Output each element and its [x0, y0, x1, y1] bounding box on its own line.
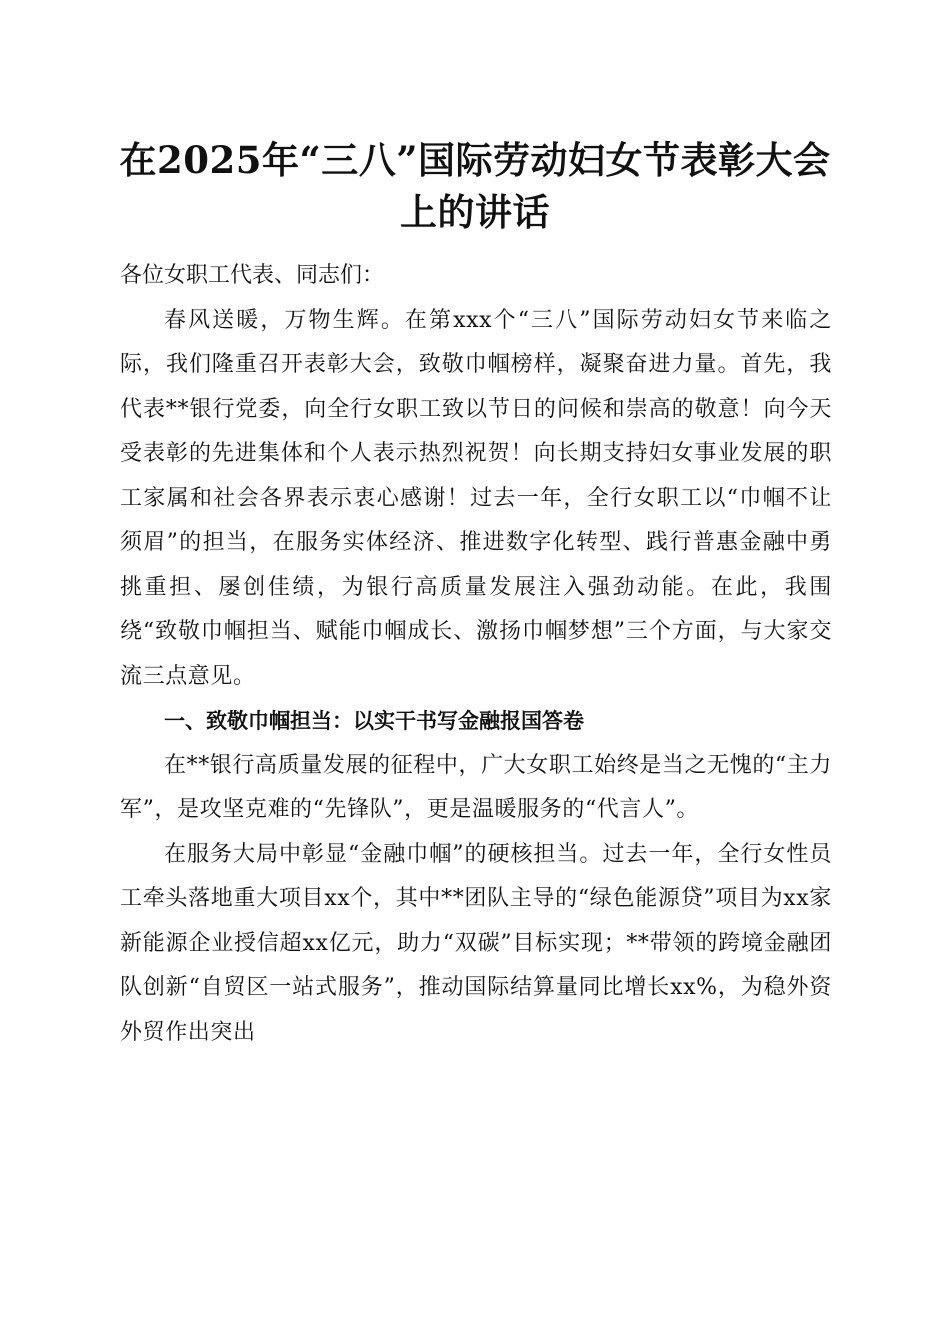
document-body	[120, 254, 832, 1055]
salutation: 各位女职工代表、同志们：	[120, 263, 385, 288]
page-title	[110, 134, 840, 238]
intro-paragraph: 春风送暖，万物生辉。在第xxx个“三八”国际劳动妇女节来临之际，我们隆重召开表彰大会，致敬巾帼榜样，凝聚奋进力量。首先，我代表**银行党委，向全行女职工致以节日的问候和崇高的敬意！向今天受表彰的先进集体和个人表示热烈祝贺！向长期支持妇女事业发展的职工家属和社会各界表示衷心感谢！过去一年，全行女职工以“巾帼不让须眉”的担当，在服务实体经济、推进数字化转型、践行普惠金融中勇挑重担、屡创佳绩，为银行高质量发展注入强劲动能。在此，我围绕“致敬巾帼担当、赋能巾帼成长、激扬巾帼梦想”三个方面，与大家交流三点意见。	[120, 307, 832, 689]
title-line-2: 上的讲话	[400, 190, 550, 234]
title-line-1: 在2025年“三八”国际劳动妇女节表彰大会	[119, 138, 831, 182]
section-heading: 一、致敬巾帼担当：以实干书写金融报国答卷	[164, 709, 584, 733]
section-paragraph: 在**银行高质量发展的征程中，广大女职工始终是当之无愧的“主力军”，是攻坚克难的“先锋队”，更是温暖服务的“代言人”。	[120, 752, 832, 822]
section-paragraph: 在服务大局中彰显“金融巾帼”的硬核担当。过去一年，全行女性员工牵头落地重大项目xx个，其中**团队主导的“绿色能源贷”项目为xx家新能源企业授信超xx亿元，助力“双碳”目标实现；**带领的跨境金融团队创新“自贸区一站式服务”，推动国际结算量同比增长xx%，为稳外资外贸作出突出	[120, 841, 832, 1045]
